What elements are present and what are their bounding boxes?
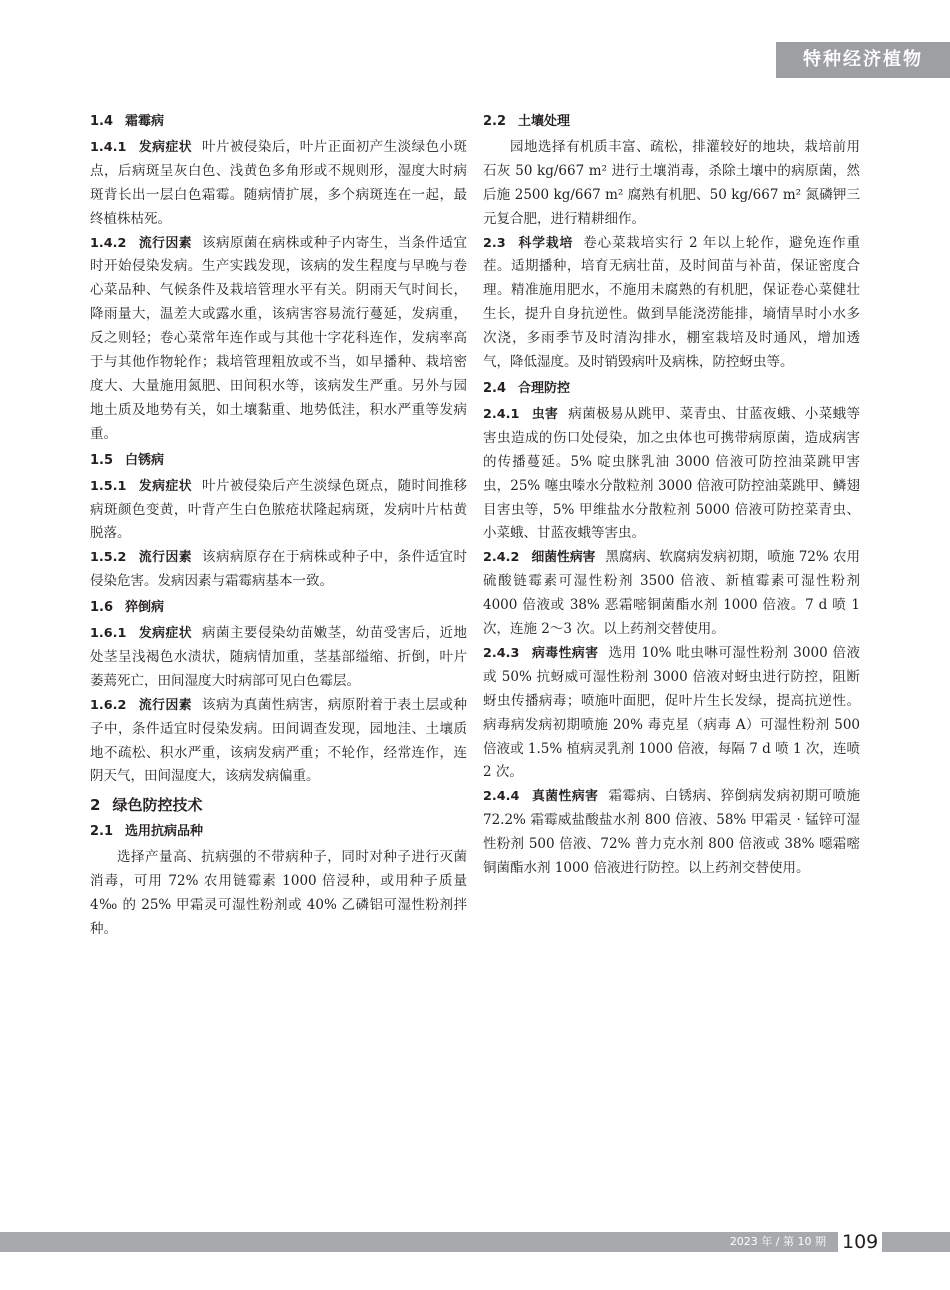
para-label-text: 发病症状 [138, 139, 192, 155]
section-header: 特种经济植物 [776, 42, 950, 78]
paragraph-1-4-2 [90, 232, 467, 447]
paragraph-1-6-1 [90, 622, 467, 694]
para-number: 1.4.1 [90, 139, 127, 155]
para-label-text: 流行因素 [138, 235, 192, 251]
page-number: 109 [838, 1228, 882, 1256]
para-text: 该病病原存在于病株或种子中，条件适宜时侵染危害。发病因素与霜霉病基本一致。 [90, 549, 468, 590]
para-label [483, 407, 558, 422]
heading-1-5 [90, 449, 467, 473]
heading-2-2 [483, 110, 860, 134]
para-label [90, 698, 192, 713]
paragraph-2-4-4 [483, 785, 860, 881]
para-label [90, 236, 192, 251]
para-number: 2.3 [483, 235, 506, 251]
para-number: 2.4.4 [483, 789, 520, 805]
para-text: 选用 10% 吡虫啉可湿性粉剂 3000 倍液或 50% 抗蚜威可湿性粉剂 3000 倍液对蚜虫进行防控，阻断蚜虫传播病毒；喷施叶面肥，促叶片生长发绿，提高抗逆性。病毒病发病初期喷施 20% 毒克星（病毒 A）可湿性粉剂 500 倍液或 1.5% 植病灵乳剂 1000 倍液，每隔 7 d 喷 1 次，连喷 2 次。 [483, 644, 860, 781]
paragraph-2-4-3 [483, 642, 860, 785]
heading-1-4 [90, 110, 467, 134]
para-label-text: 细菌性病害 [531, 550, 596, 566]
heading-number: 1.6 [90, 600, 114, 616]
para-label [90, 140, 192, 155]
heading-title: 猝倒病 [125, 600, 165, 616]
para-label-text: 流行因素 [138, 550, 192, 566]
para-text: 该病为真菌性病害，病原附着于表土层或种子中，条件适宜时侵染发病。田间调查发现，园地洼、土壤质地不疏松、积水严重，该病发病严重；不轮作，经常连作，连阴天气，田间湿度大，该病发病偏重。 [90, 696, 468, 785]
paragraph-1-6-2 [90, 694, 467, 790]
para-text: 叶片被侵染后，叶片正面初产生淡绿色小斑点，后病斑呈灰白色、浅黄色多角形或不规则形，湿度大时病斑背长出一层白色霜霉。随病情扩展，多个病斑连在一起，最终植株枯死。 [90, 138, 468, 227]
para-label-text: 科学栽培 [517, 235, 574, 251]
paragraph-1-5-1 [90, 475, 467, 547]
para-label-text: 病毒性病害 [531, 645, 599, 661]
heading-number: 2 [90, 796, 101, 815]
right-column [483, 108, 860, 881]
para-label-text: 发病症状 [138, 478, 192, 494]
para-number: 1.6.1 [90, 626, 127, 642]
paragraph-1-4-1 [90, 136, 467, 232]
heading-title: 选用抗病品种 [125, 824, 204, 840]
paragraph-2-1: 选择产量高、抗病强的不带病种子，同时对种子进行灭菌消毒，可用 72% 农用链霉素 1000 倍浸种，或用种子质量 4‰ 的 25% 甲霜灵可湿性粉剂或 40% 乙磷铝可湿性粉剂拌种。 [90, 849, 467, 937]
para-label [483, 789, 598, 804]
para-label-text: 虫害 [531, 406, 559, 422]
paragraph-1-5-2 [90, 546, 467, 594]
heading-title: 土壤处理 [518, 114, 571, 129]
para-label [90, 550, 192, 565]
heading-number: 1.4 [90, 114, 114, 129]
para-label [90, 626, 192, 641]
para-label [483, 236, 573, 251]
para-text: 叶片被侵染后产生淡绿色斑点，随时间推移病斑颜色变黄，叶背产生白色脓疮状隆起病斑，发病叶片枯黄脱落。 [90, 477, 468, 542]
para-text: 该病原菌在病株或种子内寄生，当条件适宜时开始侵染发病。生产实践发现，该病的发生程度与早晚与卷心菜品种、气候条件及栽培管理水平有关。阴雨天气时间长，降雨量大，温差大或露水重，该病害容易流行蔓延，发病重，反之则轻；卷心菜常年连作或与其他十字花科连作，发病率高于与其他作物轮作；栽培管理粗放或不当，如早播种、栽培密度大、大量施用氮肥、田间积水等，该病发生严重。另外与园地土质及地势有关，如土壤黏重、地势低洼，积水严重等发病重。 [90, 234, 468, 442]
heading-number: 2.4 [483, 380, 507, 396]
para-number: 1.4.2 [90, 235, 127, 251]
paragraph-2-4-1 [483, 403, 860, 546]
heading-title: 白锈病 [125, 452, 165, 468]
heading-number: 2.1 [90, 824, 114, 840]
para-text: 病菌主要侵染幼苗嫩茎，幼苗受害后，近地处茎呈浅褐色水渍状，随病情加重，茎基部缢缩、折倒，叶片萎蔫死亡，田间湿度大时病部可见白色霉层。 [90, 625, 468, 689]
paragraph-2-2: 园地选择有机质丰富、疏松，排灌较好的地块，栽培前用石灰 50 kg/667 m² 进行土壤消毒，杀除土壤中的病原菌，然后施 2500 kg/667 m² 腐熟有机肥、50 kg/667 m² 氮磷钾三元复合肥，进行精耕细作。 [483, 138, 860, 227]
para-text: 黑腐病、软腐病发病初期，喷施 72% 农用硫酸链霉素可湿性粉剂 3500 倍液、新植霉素可湿性粉剂 4000 倍液或 38% 恶霜嘧铜菌酯水剂 1000 倍液。7 d 喷 1 次，连施 2～3 次。以上药剂交替使用。 [483, 549, 861, 638]
para-number: 1.5.2 [90, 550, 127, 566]
para-text: 霜霉病、白锈病、猝倒病发病初期可喷施 72.2% 霜霉威盐酸盐水剂 800 倍液、58% 甲霜灵 · 锰锌可湿性粉剂 500 倍液、72% 普力克水剂 800 倍液或 38% 噁霜嘧铜菌酯水剂 1000 倍液进行防控。以上药剂交替使用。 [483, 788, 861, 877]
para-number: 2.4.2 [483, 550, 520, 566]
footer-issue: 2023 年 / 第 10 期 [729, 1235, 826, 1248]
heading-number: 2.2 [483, 114, 507, 129]
paragraph-2-4-2 [483, 546, 860, 642]
left-column [90, 108, 467, 942]
para-label-text: 流行因素 [138, 697, 192, 713]
para-text: 卷心菜栽培实行 2 年以上轮作，避免连作重茬。适期播种，培育无病壮苗，及时间苗与补苗，保证密度合理。精准施用肥水，不施用未腐熟的有机肥，保证卷心菜健壮生长，提升自身抗逆性。做到旱能浇涝能排，墒情旱时小水多次浇，多雨季节及时清沟排水，棚室栽培及时通风，增加透气，降低湿度。及时销毁病叶及病株，防控蚜虫等。 [483, 234, 861, 371]
heading-title: 合理防控 [518, 380, 571, 396]
heading-2 [90, 792, 467, 818]
heading-2-1 [90, 820, 467, 844]
heading-title: 绿色防控技术 [112, 796, 203, 815]
para-label-text: 发病症状 [138, 626, 192, 642]
para-label [90, 479, 192, 494]
para-number: 1.6.2 [90, 697, 127, 713]
para-label [483, 550, 595, 565]
para-number: 2.4.1 [483, 406, 520, 422]
heading-1-6 [90, 596, 467, 620]
paragraph-2-3 [483, 232, 860, 375]
para-number: 1.5.1 [90, 478, 127, 494]
para-label [483, 646, 599, 661]
heading-title: 霜霉病 [125, 114, 165, 129]
heading-number: 1.5 [90, 452, 114, 468]
para-text: 病菌极易从跳甲、菜青虫、甘蓝夜蛾、小菜蛾等害虫造成的伤口处侵染，加之虫体也可携带病原菌，造成病害的传播蔓延。5% 啶虫脒乳油 3000 倍液可防控油菜跳甲害虫，25% 噻虫嗪水分散粒剂 3000 倍液可防控油菜跳甲、鳞翅目害虫等，5% 甲维盐水分散粒剂 5000 倍液可防控菜青虫、小菜蛾、甘蓝夜蛾等害虫。 [483, 405, 861, 542]
para-number: 2.4.3 [483, 645, 520, 661]
heading-2-4 [483, 377, 860, 401]
para-label-text: 真菌性病害 [531, 789, 599, 805]
